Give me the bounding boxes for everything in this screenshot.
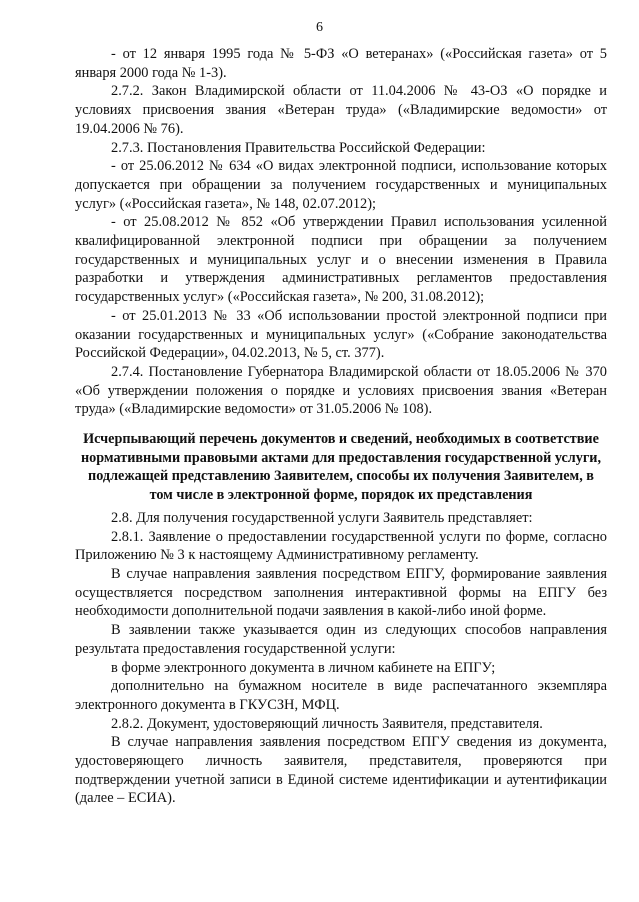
- paragraph-2-8: 2.8. Для получения государственной услуги Заявитель представляет:: [111, 509, 533, 526]
- paragraph-2-8-2: 2.8.2. Документ, удостоверяющий личность Заявителя, представителя.: [111, 715, 543, 732]
- paragraph-2-7-2: 2.7.2. Закон Владимирской области от 11.04.2006 № 43-ОЗ «О порядке и условиях присвоения звания «Ветеран труда» («Владимирские ведомости» от 19.04.2006 № 76).: [75, 83, 607, 137]
- paragraph-resolution-634: - от 25.06.2012 № 634 «О видах электронной подписи, использование которых допускается при обращении за получением государственных и муниципальных услуг» («Российская газета», № 148, 02.07.2012);: [75, 158, 607, 212]
- paragraph-electronic-form: в форме электронного документа в личном кабинете на ЕПГУ;: [111, 659, 496, 676]
- paragraph-esia: В случае направления заявления посредством ЕПГУ сведения из документа, удостоверяющего личность заявителя, представителя, проверяются при подтверждении учетной записи в Единой системе идентификации и аутентификации (далее – ЕСИА).: [75, 734, 607, 807]
- paragraph-resolution-33: - от 25.01.2013 № 33 «Об использовании простой электронной подписи при оказании государственных и муниципальных услуг» («Собрание законодательства Российской Федерации», 04.02.2013, № 5, ст. 377).: [75, 307, 607, 362]
- paragraph-veterans-law: - от 12 января 1995 года № 5-ФЗ «О ветеранах» («Российская газета» от 5 января 2000 года № 1-3).: [75, 46, 607, 81]
- paragraph-2-7-4: 2.7.4. Постановление Губернатора Владимирской области от 18.05.2006 № 370 «Об утверждении положения о порядке и условиях присвоения звания «Ветеран труда» («Владимирские ведомости» от 31.05.2006 № 108).: [75, 363, 607, 418]
- paragraph-2-7-3: 2.7.3. Постановления Правительства Российской Федерации:: [111, 139, 486, 156]
- paragraph-paper-copy: дополнительно на бумажном носителе в виде распечатанного экземпляра электронного документа в ГКУСЗН, МФЦ.: [75, 678, 607, 713]
- paragraph-resolution-852: - от 25.08.2012 № 852 «Об утверждении Правил использования усиленной квалифицированной электронной подписи при обращении за получением государственных и муниципальных услуг и о внесении изменения в Правила разработки и утверждения административных регламентов предоставления государственных услуг» («Российская газета», № 200, 31.08.2012);: [75, 214, 607, 306]
- page-number: 6: [316, 20, 323, 35]
- paragraph-result-methods: В заявлении также указывается один из следующих способов направления результата предоставления государственной услуги:: [75, 622, 607, 657]
- paragraph-2-8-1: 2.8.1. Заявление о предоставлении государственной услуги по форме, согласно Приложению № 3 к настоящему Административному регламенту.: [75, 528, 607, 564]
- document-body: [75, 45, 607, 808]
- paragraph-epgu-submission: В случае направления заявления посредством ЕПГУ, формирование заявления осуществляется посредством заполнения интерактивной формы на ЕПГУ без необходимости дополнительной подачи заявления в какой-либо иной форме.: [75, 565, 607, 620]
- section-heading: Исчерпывающий перечень документов и сведений, необходимых в соответствие нормативными правовыми актами для предоставления государственной услуги, подлежащей представлению Заявителем, способы их получения Заявителем, в том числе в электронной форме, порядок их представления: [80, 431, 601, 504]
